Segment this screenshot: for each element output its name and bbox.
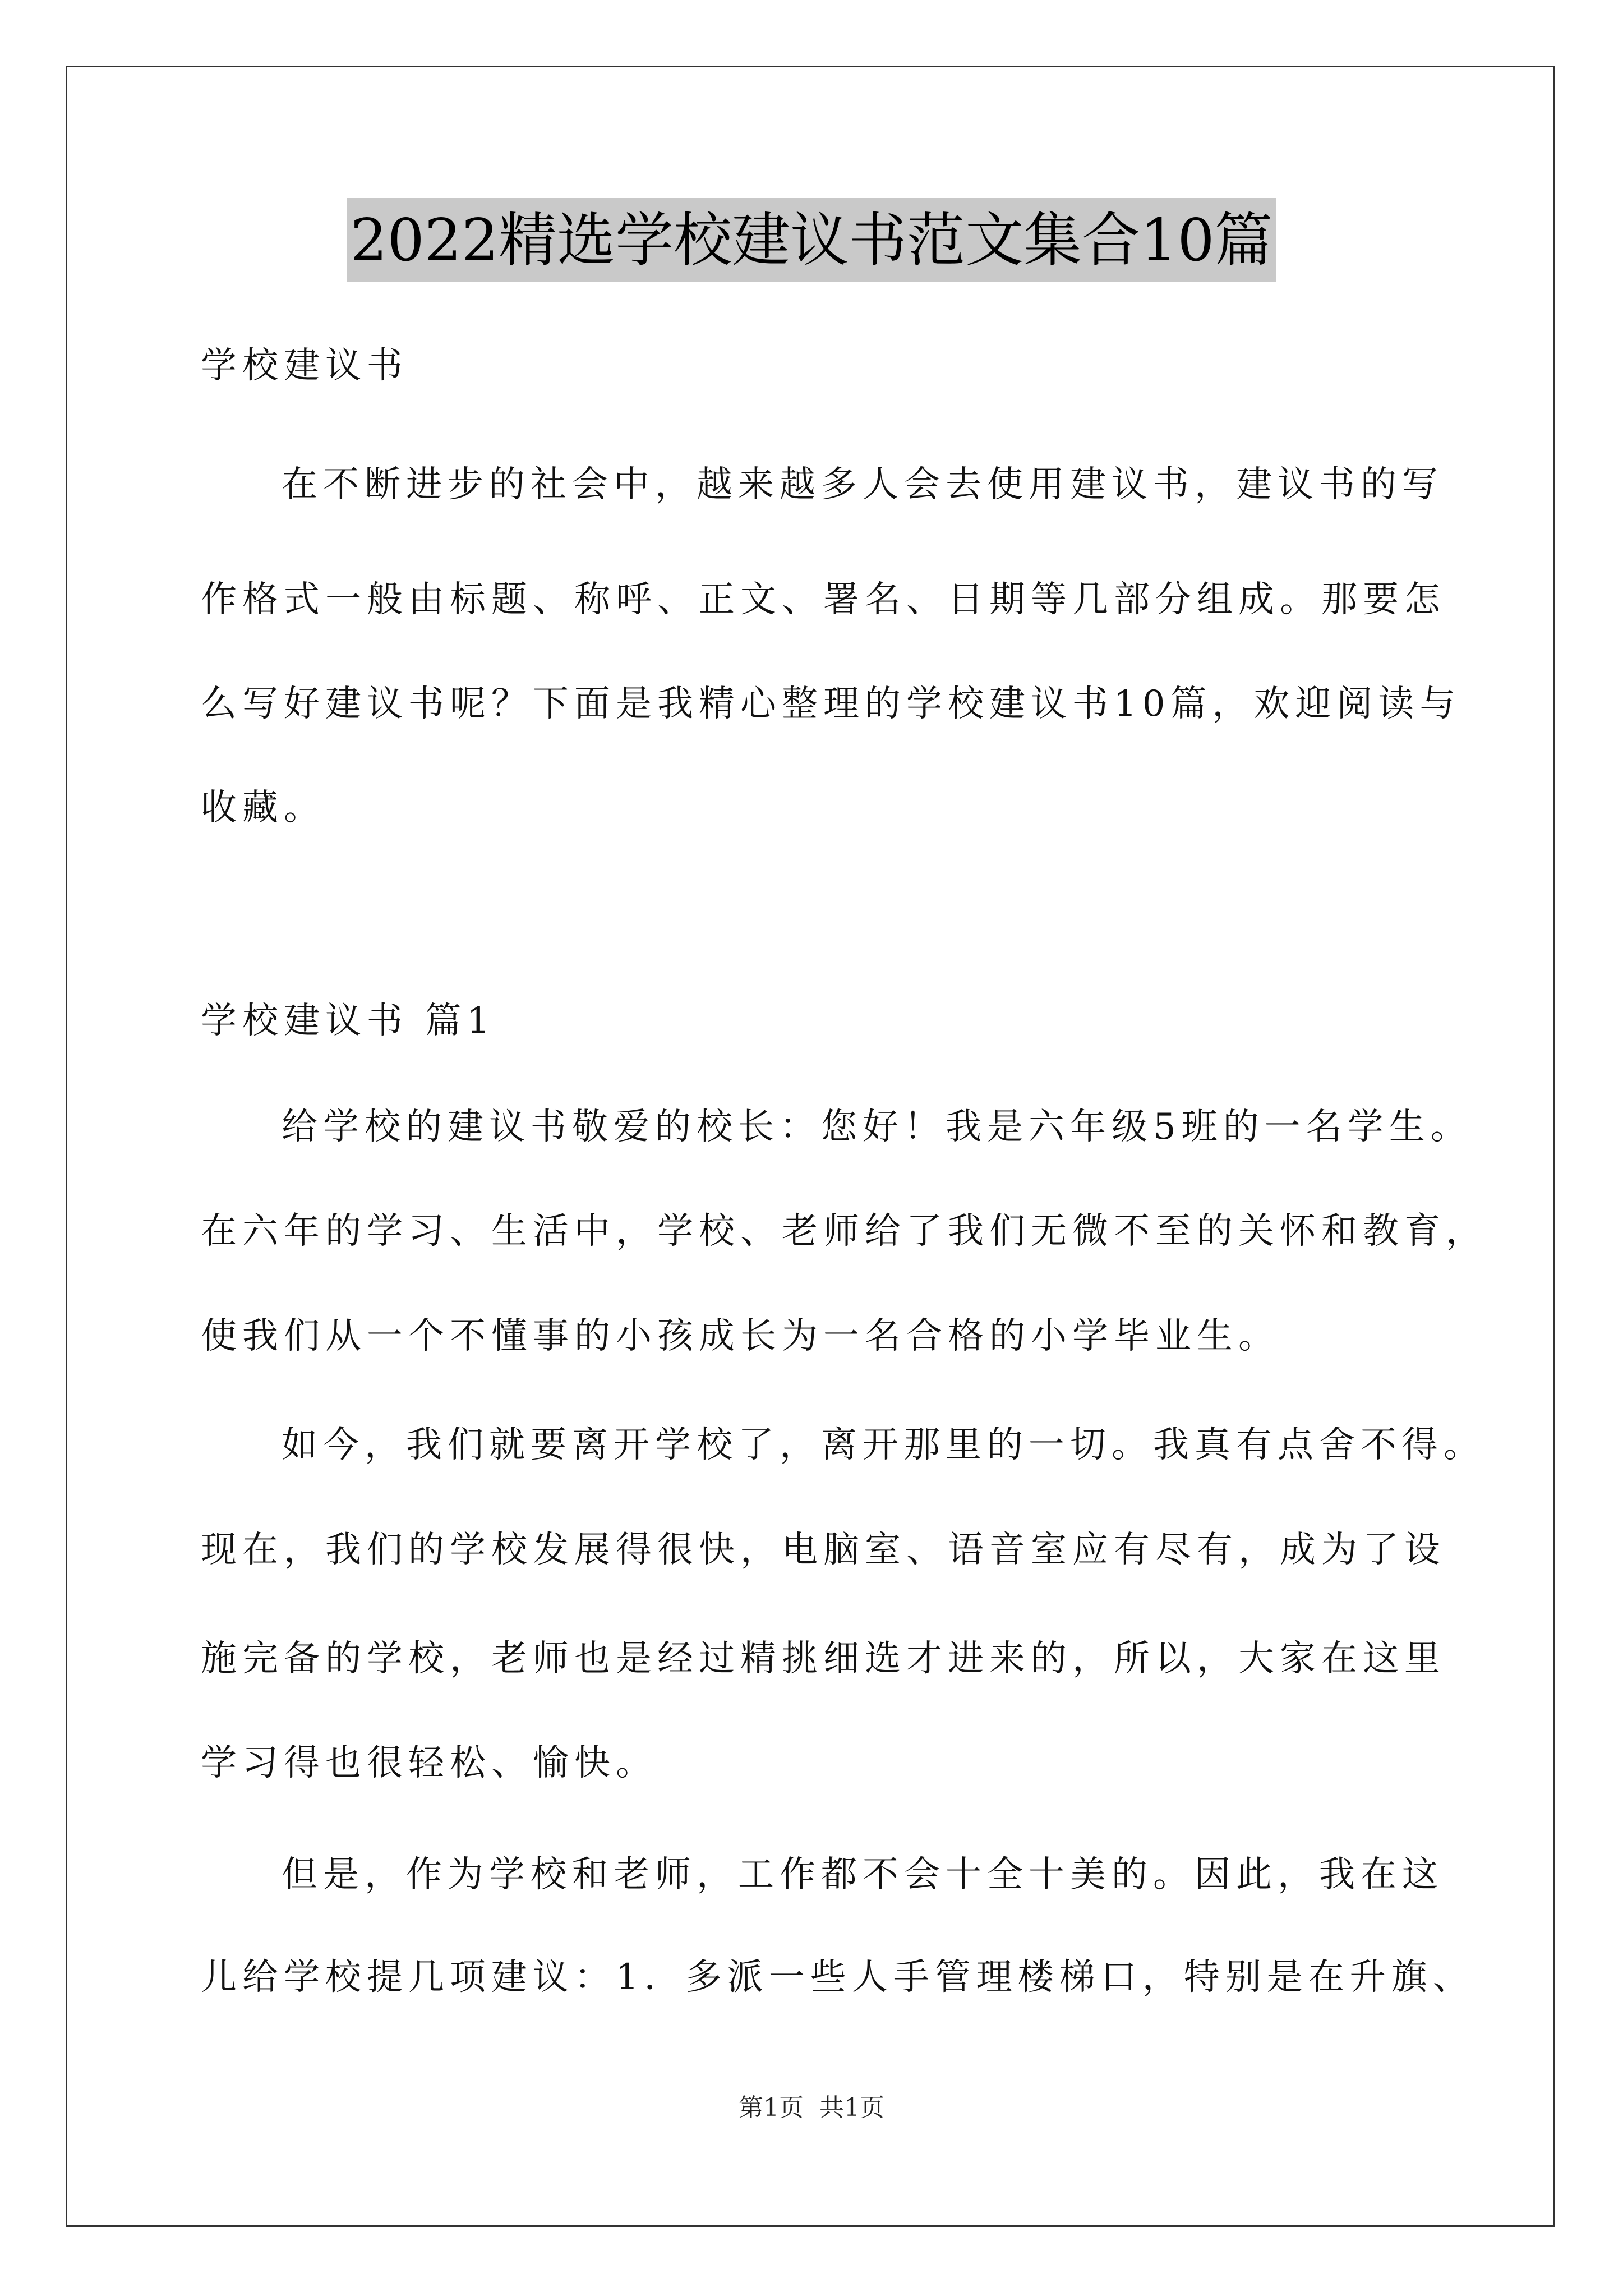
paragraph-line: 但是，作为学校和老师，工作都不会十全十美的。因此，我在这 — [282, 1854, 1444, 1895]
paragraph-line: 给学校的建议书敬爱的校长：您好！我是六年级5班的一名学生。 — [282, 1106, 1472, 1148]
paragraph-line: 儿给学校提几项建议：1．多派一些人手管理楼梯口，特别是在升旗、 — [201, 1957, 1474, 1998]
paragraph-line: 学习得也很轻松、愉快。 — [201, 1742, 657, 1784]
paragraph-line: 收藏。 — [201, 787, 325, 829]
paragraph-line: 施完备的学校，老师也是经过精挑细选才进来的，所以，大家在这里 — [201, 1638, 1446, 1680]
section-heading: 学校建议书 — [201, 345, 408, 386]
paragraph-line: 如今，我们就要离开学校了，离开那里的一切。我真有点舍不得。 — [282, 1424, 1485, 1466]
paragraph-line: 在六年的学习、生活中，学校、老师给了我们无微不至的关怀和教育， — [201, 1211, 1487, 1252]
page-number: 第1页 — [739, 2093, 804, 2122]
section-heading: 学校建议书 篇1 — [201, 1000, 496, 1042]
paragraph-line: 么写好建议书呢？下面是我精心整理的学校建议书10篇，欢迎阅读与 — [201, 683, 1461, 725]
paragraph-line: 使我们从一个不懂事的小孩成长为一名合格的小学毕业生。 — [201, 1315, 1280, 1357]
document-title: 2022精选学校建议书范文集合10篇 — [347, 198, 1276, 282]
paragraph-line: 在不断进步的社会中，越来越多人会去使用建议书，建议书的写 — [282, 464, 1444, 505]
paragraph-line: 作格式一般由标题、称呼、正文、署名、日期等几部分组成。那要怎 — [201, 579, 1446, 620]
title-container — [0, 198, 1623, 282]
paragraph-line: 现在，我们的学校发展得很快，电脑室、语音室应有尽有，成为了设 — [201, 1529, 1446, 1571]
page-footer — [0, 2091, 1623, 2125]
page-total: 共1页 — [819, 2093, 884, 2122]
